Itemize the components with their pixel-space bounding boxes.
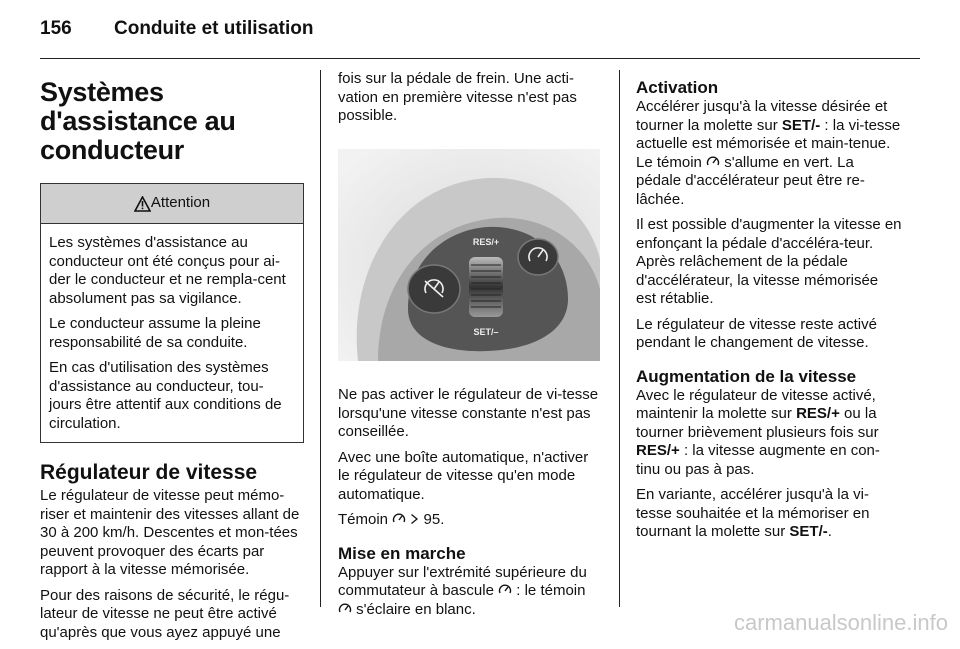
warning-paragraph: Le conducteur assume la pleine responsabilité de sa conduite. (49, 315, 261, 351)
page-number: 156 (40, 18, 72, 39)
text-run: . (827, 523, 832, 540)
paragraph (636, 98, 902, 209)
steering-wheel-controls-photo (338, 149, 600, 361)
warning-box (40, 183, 304, 443)
text-run: ou la tourner brièvement plusieurs fois sur (636, 405, 879, 441)
text-run: s'éclaire en blanc. (356, 600, 476, 618)
bold-label: RES/+ (796, 405, 840, 422)
warning-paragraph: En cas d'utilisation des systèmes d'assistance au conducteur, tou-jours être attentif aux conditions de circulation. (49, 359, 282, 432)
section-heading: Régulateur de vitesse (40, 461, 258, 484)
column-divider (619, 70, 620, 607)
set-label: SET/– (473, 326, 499, 337)
warning-triangle-icon (134, 196, 151, 212)
temoin-page: 95. (423, 511, 445, 528)
text-run: : le témoin (516, 582, 586, 599)
subsection-heading: Augmentation de la vitesse (636, 366, 857, 386)
subsection-heading: Mise en marche (338, 543, 466, 563)
temoin-label: Témoin (338, 511, 389, 528)
bold-label: SET/- (789, 523, 828, 540)
paragraph: Le régulateur de vitesse reste activé pendant le changement de vitesse. (636, 315, 877, 351)
column-divider (320, 70, 321, 607)
paragraph: fois sur la pédale de frein. Une acti-vation en première vitesse n'est pas possible. (338, 70, 577, 124)
section-title: Conduite et utilisation (114, 18, 314, 39)
page-title: Systèmes d'assistance au conducteur (40, 77, 236, 165)
paragraph: Avec une boîte automatique, n'activer le régulateur de vitesse qu'en mode automatique. (338, 448, 589, 503)
bold-label: RES/+ (636, 442, 680, 459)
page-reference-arrow-icon (410, 513, 419, 525)
paragraph (338, 564, 602, 620)
warning-header (41, 184, 303, 224)
paragraph: Il est possible d'augmenter la vitesse en enfonçant la pédale d'accéléra-teur. Après relâchement de la pédale d'accélérateur, la vitesse mémorisée est rétablie. (636, 216, 902, 307)
res-label: RES/+ (472, 236, 500, 247)
column-1 (40, 70, 304, 649)
watermark: carmanualsonline.info (733, 610, 948, 635)
text-run: s'allume en vert. La pédale d'accélérateur peut être re-lâchée. (636, 153, 865, 208)
speedometer-icon (706, 155, 720, 168)
text-run: Accélérer jusqu'à la vitesse désirée et tourner la molette sur (636, 98, 888, 134)
speedometer-icon (498, 583, 512, 596)
text-run: : la vitesse augmente en con-tinu ou pas à pas. (636, 442, 880, 478)
paragraph (636, 486, 902, 542)
paragraph: Pour des raisons de sécurité, le régu-lateur de vitesse ne peut être activé qu'après que vous ayez appuyé une (40, 586, 290, 641)
bold-label: SET/- (781, 116, 821, 134)
speedometer-icon (338, 602, 352, 615)
paragraph (636, 387, 902, 480)
column-2 (338, 70, 602, 626)
paragraph: Ne pas activer le régulateur de vi-tesse lorsqu'une vitesse constante n'est pas conseillée. (338, 386, 599, 440)
warning-paragraph: Les systèmes d'assistance au conducteur ont été conçus pour ai-der le conducteur et ne rempla-cent absolument pas sa vigilance. (49, 234, 286, 307)
warning-body (41, 224, 303, 442)
subsection-heading: Activation (636, 78, 719, 97)
text-run: : la vi-tesse actuelle est mémorisée et main-tenue. Le témoin (636, 116, 901, 171)
header (40, 18, 314, 40)
column-3 (636, 70, 902, 549)
paragraph: Le régulateur de vitesse peut mémo-riser et maintenir des vitesses allant de 30 à 200 km/h. Descentes et mon-tées peuvent provoquer des écarts par rapport à la vitesse mémorisée. (40, 487, 300, 578)
temoin-reference (338, 511, 602, 530)
header-rule (40, 58, 920, 59)
text-run: Appuyer sur l'extrémité supérieure du commutateur à bascule (338, 563, 587, 599)
warning-title: Attention (150, 194, 211, 212)
text-run: En variante, accélérer jusqu'à la vi-tesse souhaitée et la mémoriser en tournant la molette sur (636, 486, 870, 540)
speedometer-icon (392, 512, 406, 525)
text-run: Avec le régulateur de vitesse activé, maintenir la molette sur (636, 386, 876, 422)
